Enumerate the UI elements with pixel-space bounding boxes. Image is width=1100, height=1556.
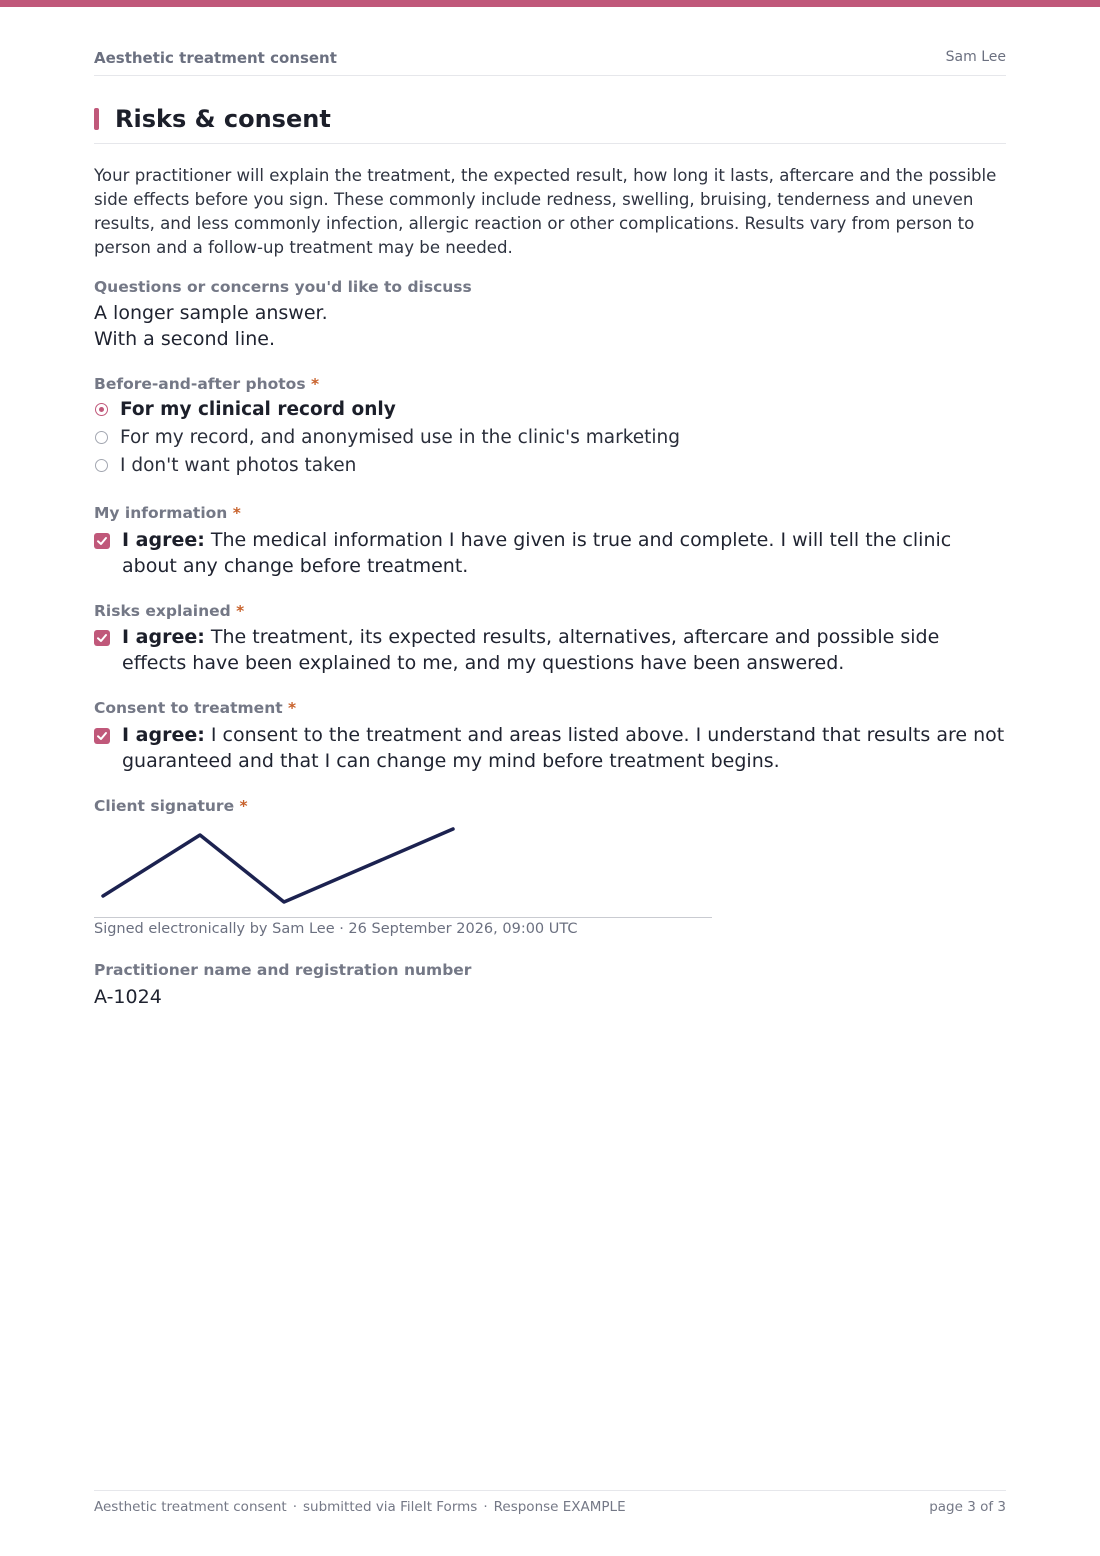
- questions-label: Questions or concerns you'd like to discuss: [94, 278, 472, 296]
- my-information-label: My information *: [94, 504, 241, 522]
- risks-explained-label: Risks explained *: [94, 602, 245, 620]
- page-number: page 3 of 3: [929, 1499, 1006, 1515]
- section-intro: Your practitioner will explain the treatment, the expected result, how long it lasts, aftercare and the possible side effects before you sign. These commonly include redness, swelling, bruising, tenderness and uneven results, and less commonly infection, allergic reaction or other complications. Results vary from person to person and a follow-up treatment may be needed.: [94, 166, 997, 257]
- client-name: Sam Lee: [945, 49, 1006, 65]
- consent-treatment-label: Consent to treatment *: [94, 699, 297, 717]
- photos-option-clinical-record[interactable]: For my clinical record only: [94, 397, 1006, 423]
- photos-option-record-and-marketing[interactable]: For my record, and anonymised use in the clinic's marketing: [94, 425, 1006, 451]
- photos-option-no-photos[interactable]: I don't want photos taken: [94, 453, 1006, 479]
- section-title: Risks & consent: [115, 105, 331, 133]
- page-header: [94, 49, 1006, 76]
- radio-unselected-icon[interactable]: [95, 431, 108, 444]
- signature-label: Client signature *: [94, 797, 248, 815]
- top-accent-bar: [0, 0, 1100, 7]
- photos-label: Before-and-after photos *: [94, 375, 320, 393]
- radio-selected-icon[interactable]: [95, 403, 108, 416]
- footer-info: Aesthetic treatment consent · submitted via FileIt Forms · Response EXAMPLE: [94, 1499, 626, 1515]
- checkbox-checked-icon[interactable]: [94, 533, 110, 549]
- questions-answer: A longer sample answer. With a second line.: [94, 302, 328, 350]
- page-footer: [94, 1490, 1006, 1521]
- checkbox-checked-icon[interactable]: [94, 728, 110, 744]
- section-accent-bar: [94, 108, 99, 130]
- required-marker: *: [239, 797, 248, 815]
- checkbox-checked-icon[interactable]: [94, 630, 110, 646]
- radio-unselected-icon[interactable]: [95, 459, 108, 472]
- required-marker: *: [310, 375, 320, 393]
- required-marker: *: [236, 602, 245, 620]
- section-header: [94, 104, 1006, 144]
- required-marker: *: [288, 699, 297, 717]
- signature-drawing: [94, 823, 712, 917]
- signature-caption: Signed electronically by Sam Lee · 26 September 2026, 09:00 UTC: [94, 921, 578, 937]
- signature-pad[interactable]: [94, 823, 712, 918]
- document-title: Aesthetic treatment consent: [94, 49, 337, 67]
- practitioner-label: Practitioner name and registration number: [94, 961, 472, 979]
- required-marker: *: [232, 504, 241, 522]
- practitioner-value: A-1024: [94, 986, 162, 1008]
